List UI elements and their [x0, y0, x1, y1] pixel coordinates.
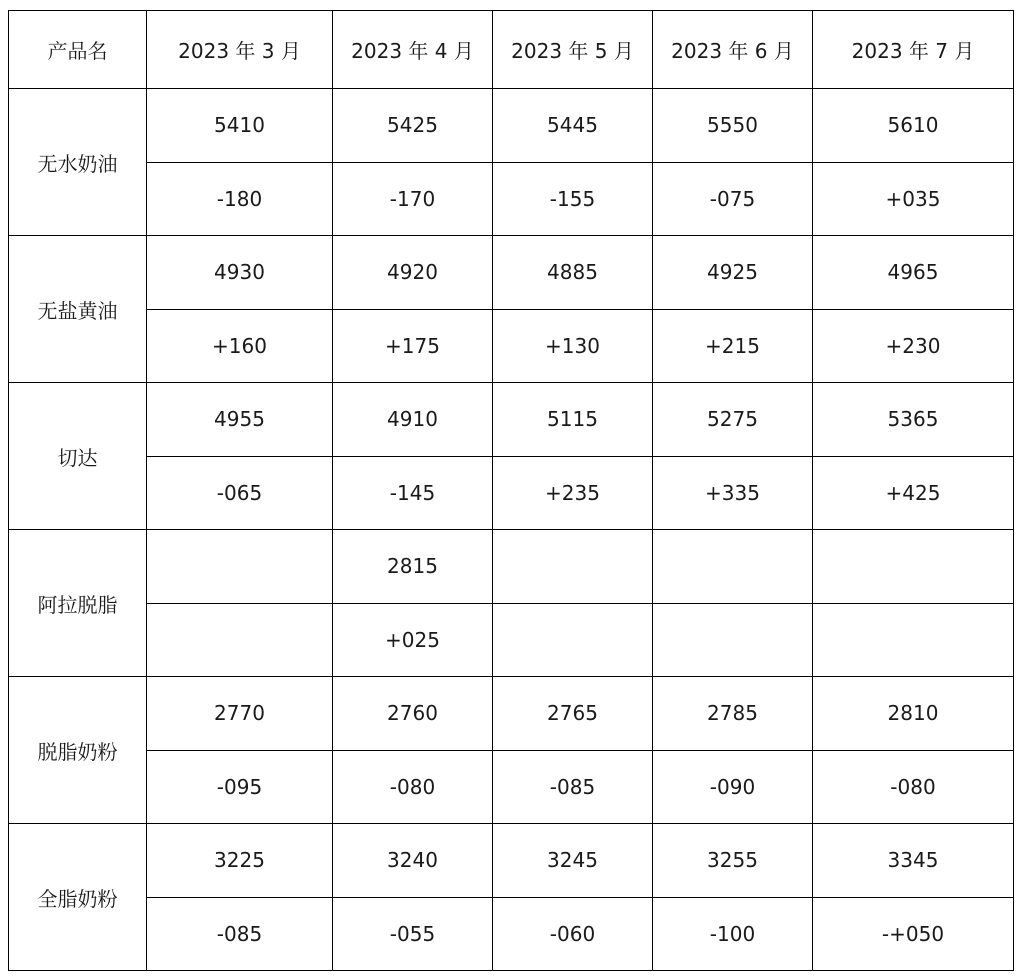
change-cell: -145 — [333, 456, 493, 530]
price-cell: 2810 — [813, 677, 1014, 751]
price-cell: 2815 — [333, 530, 493, 604]
header-product-name: 产品名 — [9, 11, 147, 89]
price-cell: 4920 — [333, 236, 493, 310]
change-cell: -155 — [493, 162, 653, 236]
change-cell — [493, 603, 653, 677]
price-cell — [813, 530, 1014, 604]
header-month: 2023 年 6 月 — [653, 11, 813, 89]
table-row-price — [9, 383, 1014, 457]
price-cell: 2770 — [147, 677, 333, 751]
change-cell: +160 — [147, 309, 333, 383]
table-row-price — [9, 824, 1014, 898]
price-cell: 3225 — [147, 824, 333, 898]
price-cell: 2765 — [493, 677, 653, 751]
change-cell: -075 — [653, 162, 813, 236]
change-cell: -085 — [493, 750, 653, 824]
table-row-price — [9, 677, 1014, 751]
product-name-cell: 脱脂奶粉 — [9, 677, 147, 824]
table-row-change — [9, 309, 1014, 383]
price-cell — [653, 530, 813, 604]
change-cell: -055 — [333, 897, 493, 971]
change-cell: -090 — [653, 750, 813, 824]
change-cell: -065 — [147, 456, 333, 530]
price-cell: 3345 — [813, 824, 1014, 898]
product-name-cell: 无盐黄油 — [9, 236, 147, 383]
table-row-change — [9, 162, 1014, 236]
change-cell: -+050 — [813, 897, 1014, 971]
change-cell: -080 — [813, 750, 1014, 824]
price-cell: 4910 — [333, 383, 493, 457]
dairy-price-table — [8, 10, 1014, 971]
price-cell: 4965 — [813, 236, 1014, 310]
change-cell: -180 — [147, 162, 333, 236]
price-cell: 4925 — [653, 236, 813, 310]
product-name-cell: 切达 — [9, 383, 147, 530]
price-cell: 4930 — [147, 236, 333, 310]
price-cell: 5115 — [493, 383, 653, 457]
product-name-cell: 无水奶油 — [9, 89, 147, 236]
price-cell: 5365 — [813, 383, 1014, 457]
price-cell: 5425 — [333, 89, 493, 163]
table-row-price — [9, 530, 1014, 604]
change-cell: +425 — [813, 456, 1014, 530]
price-cell: 5275 — [653, 383, 813, 457]
price-cell: 3245 — [493, 824, 653, 898]
change-cell: +230 — [813, 309, 1014, 383]
header-month: 2023 年 5 月 — [493, 11, 653, 89]
table-row-change — [9, 750, 1014, 824]
product-name-cell: 全脂奶粉 — [9, 824, 147, 971]
table-row-change — [9, 456, 1014, 530]
change-cell: +215 — [653, 309, 813, 383]
change-cell: -085 — [147, 897, 333, 971]
header-month: 2023 年 3 月 — [147, 11, 333, 89]
change-cell: -095 — [147, 750, 333, 824]
table-body — [9, 89, 1014, 971]
table-row-change — [9, 603, 1014, 677]
product-name-cell: 阿拉脱脂 — [9, 530, 147, 677]
price-cell: 5410 — [147, 89, 333, 163]
table-row-change — [9, 897, 1014, 971]
change-cell: +335 — [653, 456, 813, 530]
header-month: 2023 年 7 月 — [813, 11, 1014, 89]
price-cell: 2785 — [653, 677, 813, 751]
change-cell: +175 — [333, 309, 493, 383]
change-cell: -080 — [333, 750, 493, 824]
price-cell: 3255 — [653, 824, 813, 898]
price-cell: 3240 — [333, 824, 493, 898]
table-row-price — [9, 89, 1014, 163]
change-cell — [653, 603, 813, 677]
change-cell: -060 — [493, 897, 653, 971]
price-cell: 5610 — [813, 89, 1014, 163]
price-cell — [493, 530, 653, 604]
table-header — [9, 11, 1014, 89]
change-cell — [147, 603, 333, 677]
header-row — [9, 11, 1014, 89]
price-cell: 4955 — [147, 383, 333, 457]
price-cell: 2760 — [333, 677, 493, 751]
table-row-price — [9, 236, 1014, 310]
change-cell — [813, 603, 1014, 677]
change-cell: -100 — [653, 897, 813, 971]
change-cell: +025 — [333, 603, 493, 677]
change-cell: -170 — [333, 162, 493, 236]
change-cell: +235 — [493, 456, 653, 530]
price-cell — [147, 530, 333, 604]
change-cell: +035 — [813, 162, 1014, 236]
header-month: 2023 年 4 月 — [333, 11, 493, 89]
price-cell: 5445 — [493, 89, 653, 163]
change-cell: +130 — [493, 309, 653, 383]
price-cell: 4885 — [493, 236, 653, 310]
price-cell: 5550 — [653, 89, 813, 163]
